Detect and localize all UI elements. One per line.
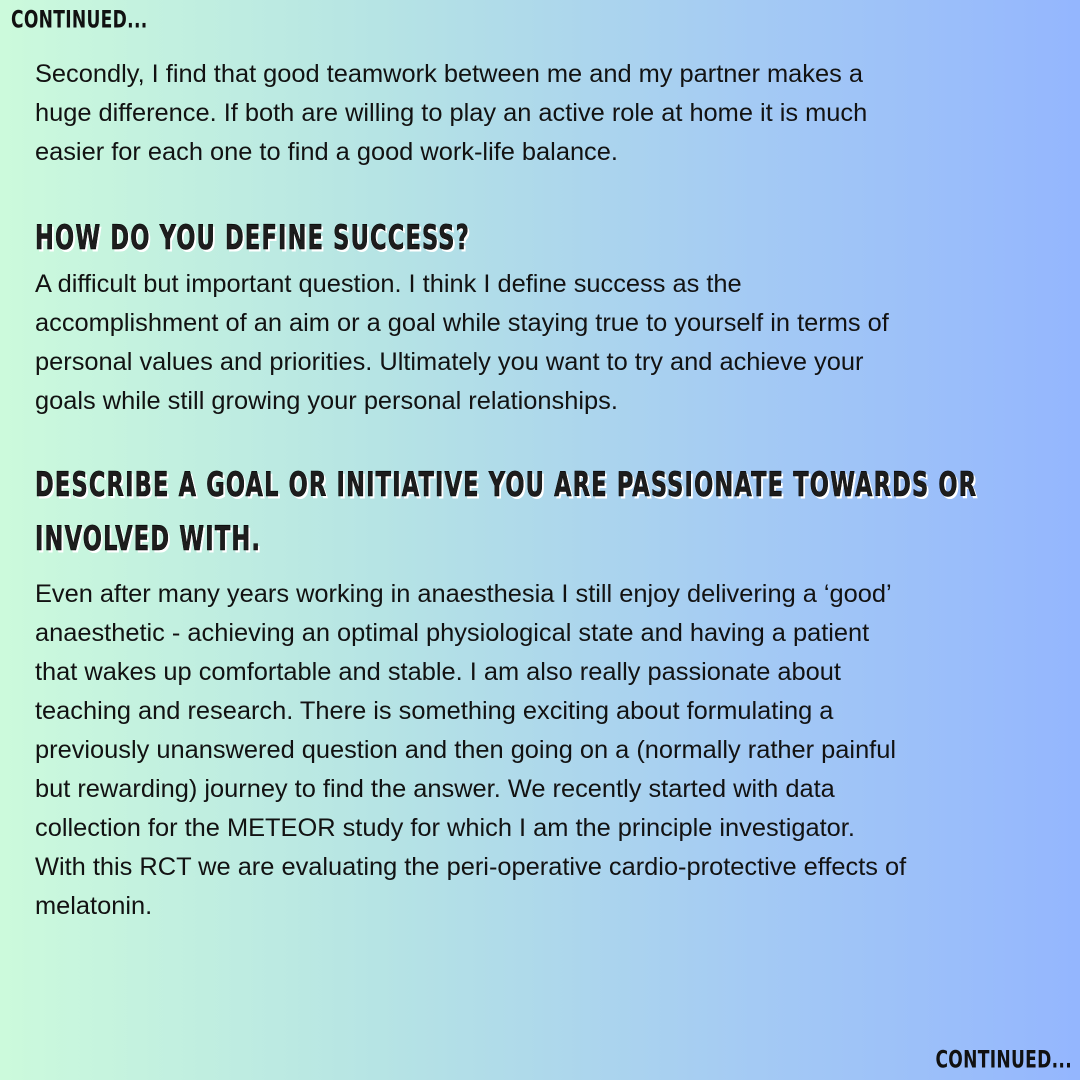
continued-label-top: CONTINUED...: [11, 6, 148, 34]
intro-paragraph: Secondly, I find that good teamwork between me and my partner makes a huge difference. If both are willing to play an active role at home it is much easier for each one to find a good work-life balance.: [35, 60, 868, 166]
continued-label-bottom: CONTINUED...: [935, 1046, 1072, 1074]
answer-paragraph-success: A difficult but important question. I think I define success as the accomplishment of an aim or a goal while staying true to yourself in terms of personal values and priorities. Ultimately you want to try and achieve your goals while still growing your personal relationships.: [35, 270, 889, 415]
question-heading-goal: DESCRIBE A GOAL OR INITIATIVE YOU ARE PASSIONATE TOWARDS OR INVOLVED WITH.: [35, 464, 978, 558]
answer-paragraph-goal: Even after many years working in anaesthesia I still enjoy delivering a ‘good’ anaesthetic - achieving an optimal physiological state and having a patient that wakes up comfortable and stable. I am also really passionate about teaching and research. There is something exciting about formulating a previously unanswered question and then going on a (normally rather painful but rewarding) journey to find the answer. We recently started with data collection for the METEOR study for which I am the principle investigator. With this RCT we are evaluating the peri-operative cardio-protective effects of melatonin.: [35, 580, 907, 920]
question-heading-success: HOW DO YOU DEFINE SUCCESS?: [35, 217, 470, 257]
